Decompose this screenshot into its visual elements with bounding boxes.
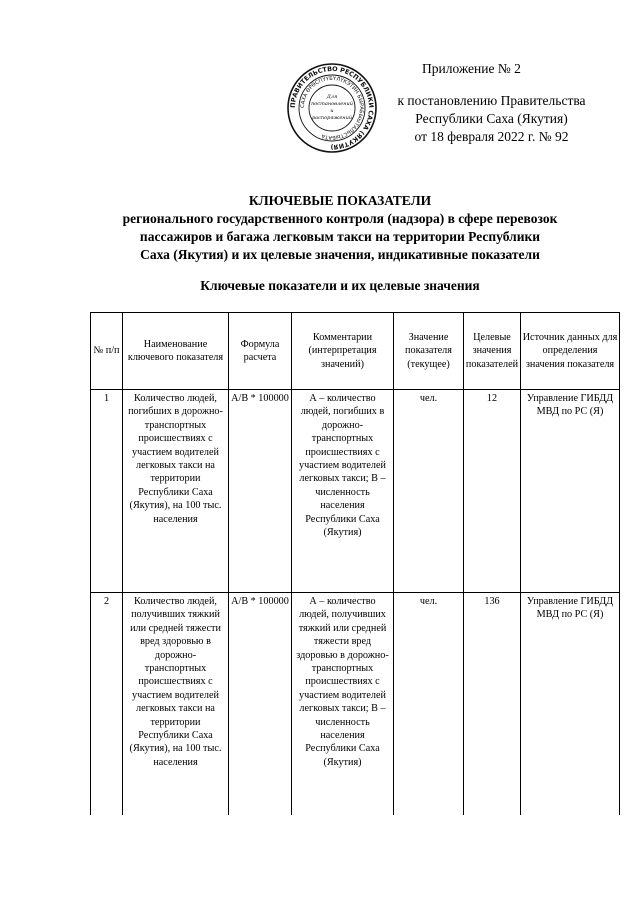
seal-center-line-2: постановлений xyxy=(311,101,353,107)
seal-inner-text: САХА ӨРӨСПҮҮБҮЛҮКЭТИН БЫРАБЫЫТАЛЬСТЫБАТА xyxy=(299,75,365,141)
annex-line-3: Республики Саха (Якутия) xyxy=(415,111,568,126)
annex-number: Приложение № 2 xyxy=(422,61,521,76)
document-title xyxy=(60,192,620,264)
seal-outer-text: ПРАВИТЕЛЬСТВО РЕСПУБЛИКИ САХА (ЯКУТИЯ) xyxy=(288,64,376,152)
cell-target: 136 xyxy=(464,593,521,816)
cell-num: 2 xyxy=(91,593,123,816)
cell-comment: А – количество людей, получивших тяжкий или средней тяжести вред здоровью в дорожно-транспортных происшествиях с участием водителей легковых такси; В – численность населения Республики Саха (Якутия) xyxy=(292,593,394,816)
seal-center-line-4: распоряжений xyxy=(311,115,353,121)
header-formula: Формула расчета xyxy=(229,313,292,390)
cell-name: Количество людей, погибших в дорожно-транспортных происшествиях с участием водителей легковых такси на территории Республики Саха (Якутия), на 100 тыс. населения xyxy=(123,390,229,593)
cell-value: чел. xyxy=(394,390,464,593)
seal-icon xyxy=(286,62,378,154)
title-line-1: КЛЮЧЕВЫЕ ПОКАЗАТЕЛИ xyxy=(248,193,432,208)
header-source: Источник данных для определения значения показателя xyxy=(521,313,620,390)
table-header-row xyxy=(91,313,620,390)
cell-value: чел. xyxy=(394,593,464,816)
annex-date: от 18 февраля 2022 г. № 92 xyxy=(414,129,569,144)
title-line-2: регионального государственного контроля (надзора) в сфере перевозок xyxy=(122,211,558,226)
header-comment: Комментарии (интерпретация значений) xyxy=(292,313,394,390)
cell-comment: А – количество людей, погибших в дорожно-транспортных происшествиях с участием водителей легковых такси; В – численность населения Республики Саха (Якутия) xyxy=(292,390,394,593)
title-line-4: Саха (Якутия) и их целевые значения, индикативные показатели xyxy=(140,247,540,262)
cell-source: Управление ГИБДД МВД по РС (Я) xyxy=(521,390,620,593)
annex-header xyxy=(384,60,599,146)
header-value: Значение показателя (текущее) xyxy=(394,313,464,390)
header-name: Наименование ключевого показателя xyxy=(123,313,229,390)
title-line-3: пассажиров и багажа легковым такси на территории Республики xyxy=(139,229,541,244)
seal-center-line-3: и xyxy=(330,108,334,114)
cell-formula: А/В * 100000 xyxy=(229,593,292,816)
cell-formula: А/В * 100000 xyxy=(229,390,292,593)
annex-line-2: к постановлению Правительства xyxy=(397,93,586,108)
table-row xyxy=(91,593,620,816)
section-subtitle: Ключевые показатели и их целевые значения xyxy=(200,278,480,293)
cell-source: Управление ГИБДД МВД по РС (Я) xyxy=(521,593,620,816)
official-seal xyxy=(286,62,378,154)
cell-target: 12 xyxy=(464,390,521,593)
cell-num: 1 xyxy=(91,390,123,593)
header-target: Целевые значения показателей xyxy=(464,313,521,390)
table-row xyxy=(91,390,620,593)
header-num: № п/п xyxy=(91,313,123,390)
cell-name: Количество людей, получивших тяжкий или средней тяжести вред здоровью в дорожно-транспортных происшествиях с участием водителей легковых такси на территории Республики Саха (Якутия), на 100 тыс. населения xyxy=(123,593,229,816)
key-indicators-table xyxy=(90,312,620,815)
seal-center-line-1: Для xyxy=(326,94,338,100)
